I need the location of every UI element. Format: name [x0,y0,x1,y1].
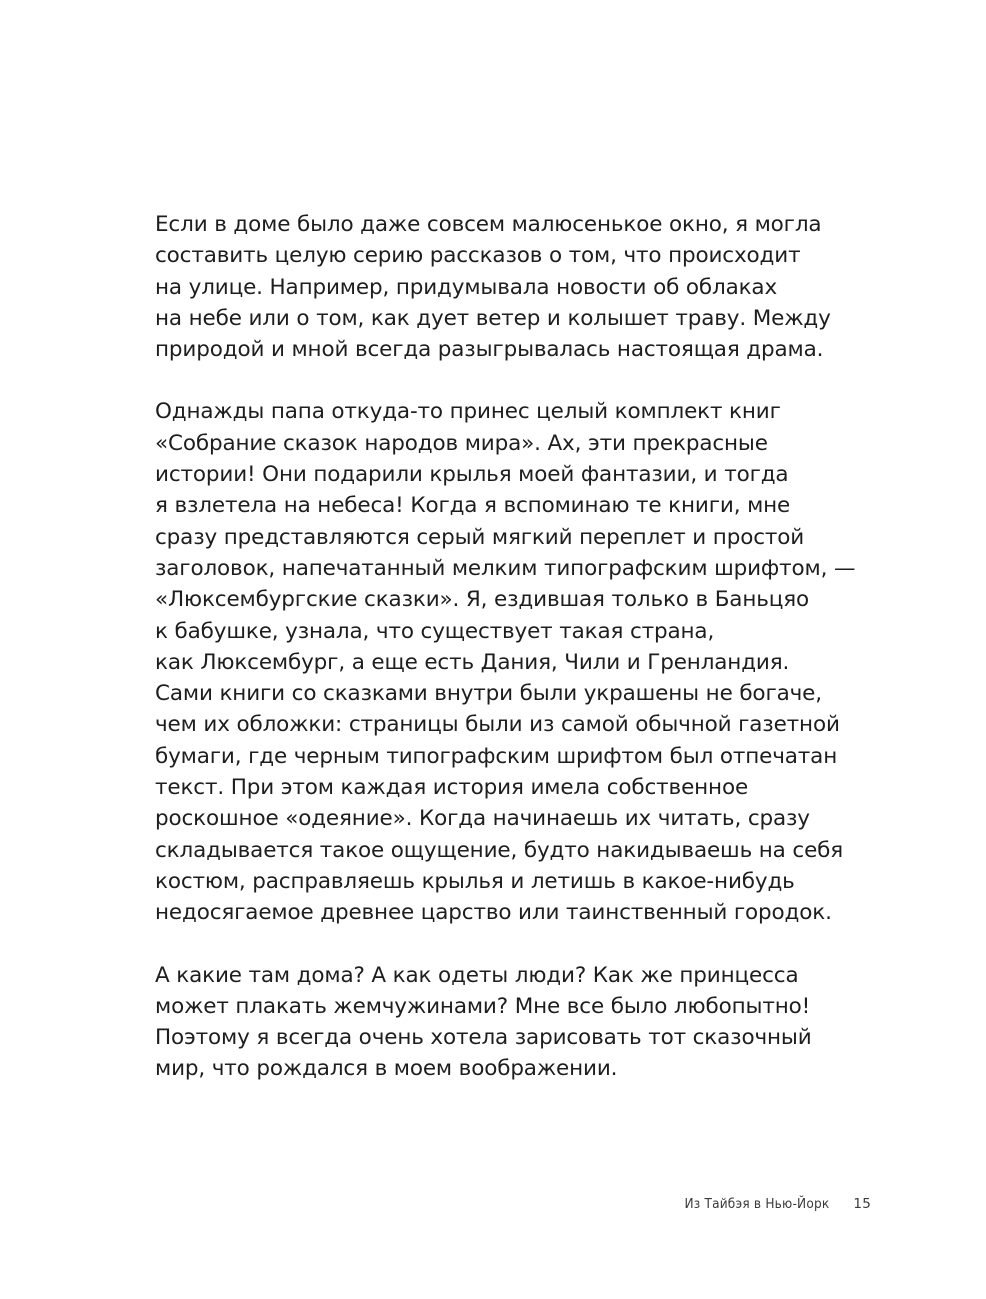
text-line: Однажды папа откуда-то принес целый комплект книг [155,399,781,425]
text-line: как Люксембург, а еще есть Дания, Чили и Гренландия. [155,649,790,675]
text-line: текст. При этом каждая история имела собственное [155,775,749,801]
text-line: мир, что рождался в моем воображении. [155,1056,618,1082]
paragraph-fairy-tale-books [155,396,855,928]
page-number: 15 [853,1196,871,1212]
text-line: заголовок, напечатанный мелким типографским шрифтом, — [155,555,856,581]
text-line: Сами книги со сказками внутри были украшены не богаче, [155,681,822,707]
text-line: А какие там дома? А как одеты люди? Как же принцесса [155,962,799,988]
text-line: роскошное «одеяние». Когда начинаешь их читать, сразу [155,806,810,832]
page-footer [0,1196,871,1212]
text-line: недосягаемое древнее царство или таинственный городок. [155,900,832,926]
text-line: на небе или о том, как дует ветер и колышет траву. Между [155,305,831,331]
text-line: Если в доме было даже совсем малюсенькое окно, я могла [155,212,822,237]
text-line: я взлетела на небеса! Когда я вспоминаю те книги, мне [155,493,791,519]
text-line: сразу представляются серый мягкий переплет и простой [155,524,805,550]
text-line: костюм, расправляешь крылья и летишь в какое-нибудь [155,868,795,894]
text-line: истории! Они подарили крылья моей фантазии, и тогда [155,462,789,488]
text-line: бумаги, где черным типографским шрифтом был отпечатан [155,743,838,769]
text-line: может плакать жемчужинами? Мне все было любопытно! [155,993,811,1019]
text-line: на улице. Например, придумывала новости об облаках [155,274,778,300]
text-line: Поэтому я всегда очень хотела зарисовать тот сказочный [155,1025,812,1051]
text-line: составить целую серию рассказов о том, что происходит [155,243,801,269]
paragraph-window-stories [155,209,855,365]
text-line: к бабушке, узнала, что существует такая страна, [155,618,715,644]
text-line: «Собрание сказок народов мира». Ах, эти прекрасные [155,430,768,456]
text-line: чем их обложки: страницы были из самой обычной газетной [155,712,840,738]
body-text [155,209,855,1116]
running-title: Из Тайбэя в Нью-Йорк [684,1196,830,1212]
text-line: природой и мной всегда разыгрывалась настоящая драма. [155,337,824,363]
paragraph-curiosity [155,960,855,1085]
text-line: складывается такое ощущение, будто накидываешь на себя [155,837,844,863]
text-line: «Люксембургские сказки». Я, ездившая только в Баньцяо [155,587,810,613]
